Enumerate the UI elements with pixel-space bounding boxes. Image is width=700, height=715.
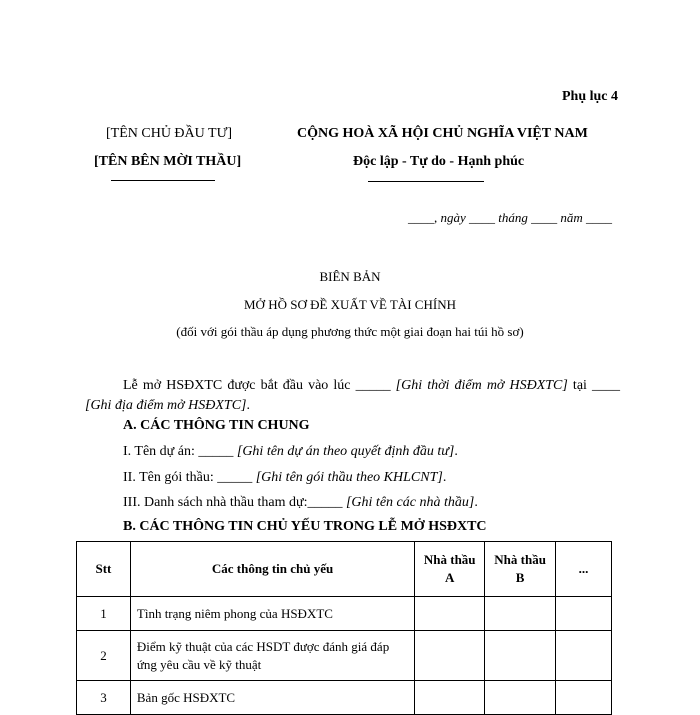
document-subtitle: MỞ HỒ SƠ ĐỀ XUẤT VỀ TÀI CHÍNH bbox=[244, 297, 456, 312]
more-cell bbox=[556, 681, 612, 715]
column-header-more: ... bbox=[556, 542, 612, 597]
nation-title: CỘNG HOÀ XÃ HỘI CHỦ NGHĨA VIỆT NAM bbox=[297, 126, 588, 141]
column-header-stt: Stt bbox=[77, 542, 131, 597]
section-b-heading: B. CÁC THÔNG TIN CHỦ YẾU TRONG LỄ MỞ HSĐXTC bbox=[123, 519, 487, 534]
more-cell bbox=[556, 631, 612, 681]
row-number: 2 bbox=[77, 631, 131, 681]
row-info: Tình trạng niêm phong của HSĐXTC bbox=[130, 597, 414, 631]
row-number: 3 bbox=[77, 681, 131, 715]
opening-period: . bbox=[246, 398, 250, 413]
table-row bbox=[77, 597, 612, 631]
opening-info-table bbox=[76, 541, 612, 715]
row-info: Điểm kỹ thuật của các HSDT được đánh giá đáp ứng yêu cầu về kỹ thuật bbox=[130, 631, 414, 681]
opening-paragraph bbox=[85, 376, 620, 416]
investor-name-placeholder: [TÊN CHỦ ĐẦU TƯ] bbox=[106, 126, 233, 141]
column-header-info: Các thông tin chủ yếu bbox=[130, 542, 414, 597]
bidder-a-cell bbox=[415, 597, 485, 631]
project-name-line: I. Tên dự án: _____ [Ghi tên dự án theo quyết định đầu tư]. bbox=[123, 444, 458, 459]
left-header-underline bbox=[111, 180, 215, 181]
table-row bbox=[77, 681, 612, 715]
column-header-bidder-a: Nhà thầu A bbox=[415, 542, 485, 597]
bidder-list-line: III. Danh sách nhà thầu tham dự:_____ [Ghi tên các nhà thầu]. bbox=[123, 495, 478, 510]
section-a-heading: A. CÁC THÔNG TIN CHUNG bbox=[123, 418, 310, 433]
bidder-a-cell bbox=[415, 631, 485, 681]
package-name-line: II. Tên gói thầu: _____ [Ghi tên gói thầu theo KHLCNT]. bbox=[123, 470, 447, 485]
row-info: Bản gốc HSĐXTC bbox=[130, 681, 414, 715]
bid-inviter-name-placeholder: [TÊN BÊN MỜI THẦU] bbox=[94, 154, 242, 169]
row-number: 1 bbox=[77, 597, 131, 631]
bidder-b-cell bbox=[485, 597, 556, 631]
table-header-row bbox=[77, 542, 612, 597]
national-motto: Độc lập - Tự do - Hạnh phúc bbox=[353, 154, 525, 169]
column-header-bidder-b: Nhà thầu B bbox=[485, 542, 556, 597]
table-row bbox=[77, 631, 612, 681]
more-cell bbox=[556, 597, 612, 631]
opening-time-hint: [Ghi thời điểm mở HSĐXTC] bbox=[395, 378, 568, 393]
opening-location-text: tại ____ bbox=[567, 378, 621, 393]
bidder-b-cell bbox=[485, 631, 556, 681]
opening-location-hint: [Ghi địa điểm mở HSĐXTC] bbox=[85, 398, 247, 413]
document-scope-note: (đối với gói thầu áp dụng phương thức một giai đoạn hai túi hồ sơ) bbox=[176, 324, 524, 339]
opening-text: Lễ mở HSĐXTC được bắt đầu vào lúc _____ bbox=[123, 378, 396, 393]
bidder-b-cell bbox=[485, 681, 556, 715]
appendix-label: Phụ lục 4 bbox=[561, 89, 618, 104]
date-line: ____, ngày ____ tháng ____ năm ____ bbox=[407, 210, 612, 225]
document-title: BIÊN BẢN bbox=[319, 269, 381, 284]
right-header-underline bbox=[368, 181, 484, 182]
bidder-a-cell bbox=[415, 681, 485, 715]
